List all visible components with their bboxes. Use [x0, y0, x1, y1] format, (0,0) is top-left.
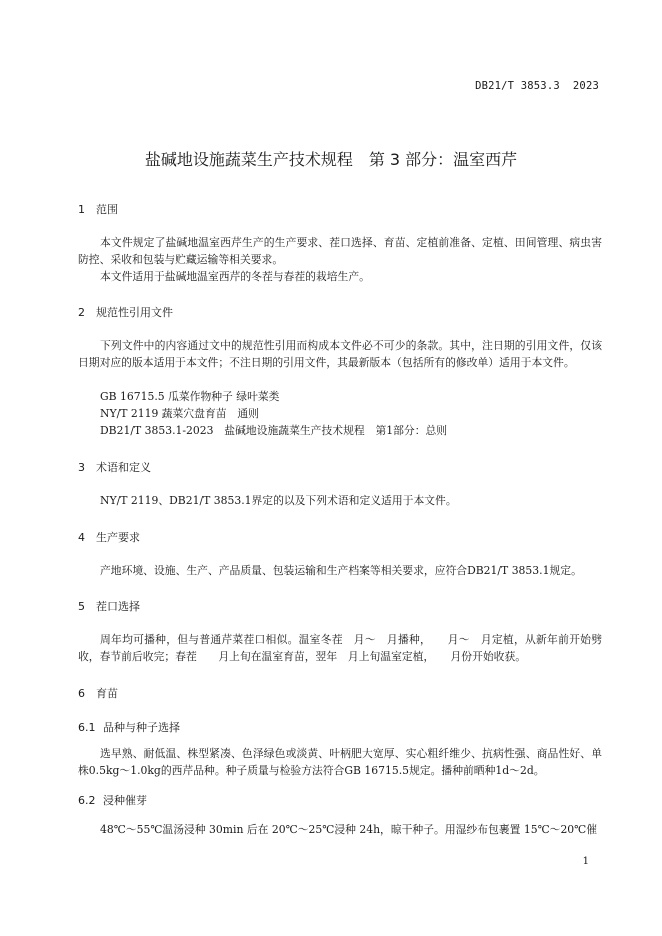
section-number: 6: [78, 687, 85, 700]
subsection-number: 6.1: [78, 721, 96, 734]
section-6-heading: [78, 685, 118, 701]
subsection-title: 品种与种子选择: [103, 721, 180, 734]
section-number: 1: [78, 203, 85, 216]
references-paragraph: 下列文件中的内容通过文中的规范性引用而构成本文件必不可少的条款。其中，注日期的引用文件，仅该日期对应的版本适用于本文件；不注日期的引用文件，其最新版本（包括所有的修改单）适用于本文件。: [78, 339, 602, 369]
reference-item: DB21/T 3853.1-2023 盐碱地设施蔬菜生产技术规程 第1部分：总则: [100, 424, 448, 437]
subsection-title: 浸种催芽: [103, 794, 147, 807]
subsection-6-2-heading: [78, 792, 147, 808]
standard-code: DB21/T 3853.3 2023: [475, 80, 599, 92]
section-title: 范围: [96, 203, 118, 216]
page-number: 1: [582, 856, 589, 867]
document-title: 盐碱地设施蔬菜生产技术规程 第 3 部分：温室西芹: [144, 150, 518, 169]
section-2-heading: [78, 304, 173, 320]
reference-item: NY/T 2119 蔬菜穴盘育苗 通则: [100, 407, 259, 420]
section-1-heading: [78, 201, 118, 217]
section-title: 规范性引用文件: [96, 306, 173, 319]
section-title: 术语和定义: [96, 461, 151, 474]
subsection-6-1-heading: [78, 719, 180, 735]
section-title: 生产要求: [96, 531, 140, 544]
terms-paragraph: NY/T 2119、DB21/T 3853.1界定的以及下列术语和定义适用于本文件。: [100, 494, 457, 507]
section-title: 茬口选择: [96, 600, 140, 613]
section-number: 3: [78, 461, 85, 474]
section-number: 5: [78, 600, 85, 613]
section-title: 育苗: [96, 687, 118, 700]
subsection-number: 6.2: [78, 794, 96, 807]
requirements-paragraph: 产地环境、设施、生产、产品质量、包装运输和生产档案等相关要求，应符合DB21/T 3853.1规定。: [100, 564, 582, 577]
reference-item: GB 16715.5 瓜菜作物种子 绿叶菜类: [100, 390, 280, 403]
section-4-heading: [78, 529, 140, 545]
section-3-heading: [78, 459, 151, 475]
scope-paragraph: 本文件规定了盐碱地温室西芹生产的生产要求、茬口选择、育苗、定植前准备、定植、田间管理、病虫害防控、采收和包装与贮藏运输等相关要求。: [78, 236, 602, 266]
variety-selection-paragraph: 选早熟、耐低温、株型紧凑、色泽绿色或淡黄、叶柄肥大宽厚、实心粗纤维少、抗病性强、商品性好、单株0.5kg～1.0kg的西芹品种。种子质量与检验方法符合GB 16715.5规定。播种前晒种1d～2d。: [78, 747, 602, 777]
section-number: 2: [78, 306, 85, 319]
scope-applicability-paragraph: 本文件适用于盐碱地温室西芹的冬茬与春茬的栽培生产。: [100, 270, 370, 283]
section-5-heading: [78, 598, 140, 614]
soaking-paragraph: 48℃～55℃温汤浸种 30min 后在 20℃～25℃浸种 24h，晾干种子。用湿纱布包裹置 15℃～20℃催: [100, 823, 598, 836]
cropping-paragraph: 周年均可播种，但与普通芹菜茬口相似。温室冬茬 月～ 月播种， 月～ 月定植，从新年前开始劈收，春节前后收完；春茬 月上旬在温室育苗，翌年 月上旬温室定植， 月份开始收获。: [78, 633, 602, 663]
section-number: 4: [78, 531, 85, 544]
